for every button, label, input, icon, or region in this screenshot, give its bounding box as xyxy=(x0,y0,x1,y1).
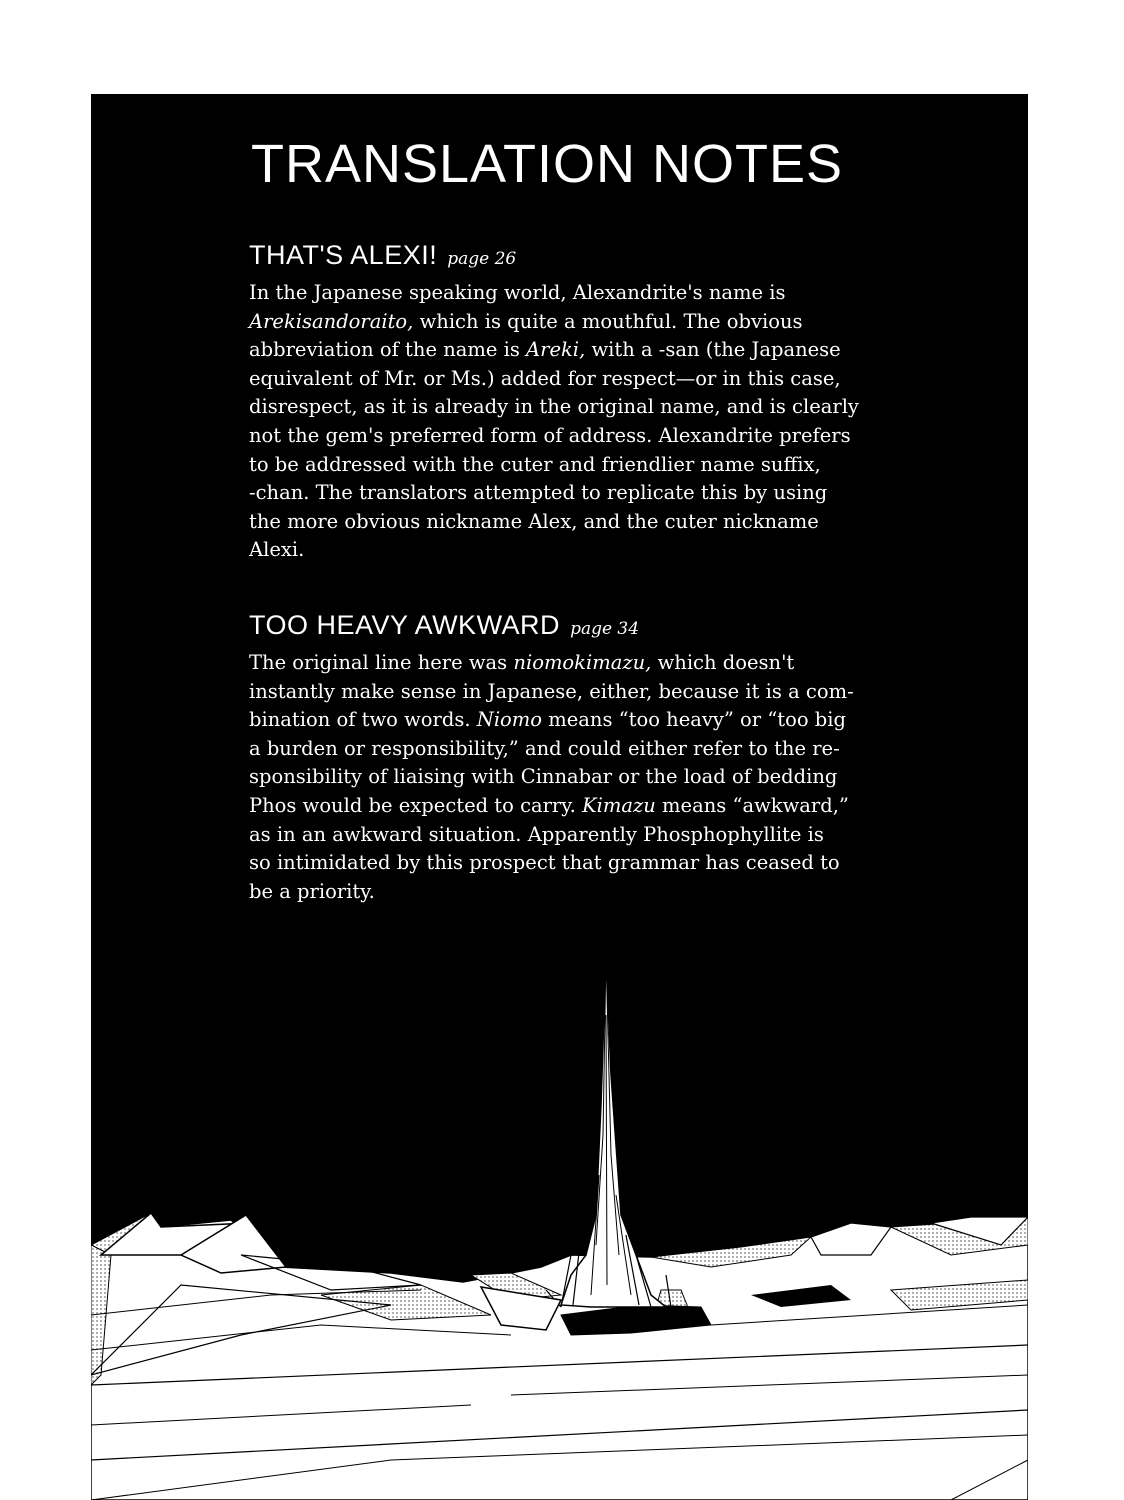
text-run: abbreviation of the name is xyxy=(249,338,527,362)
crystal-landscape-illustration xyxy=(91,955,1028,1500)
text-run: not the gem's preferred form of address. Alexandrite prefers xyxy=(249,423,851,447)
note-too-heavy-awkward xyxy=(249,610,889,906)
italic-term: Areki, xyxy=(526,338,586,362)
page-reference: page 34 xyxy=(570,619,640,639)
note-thats-alexi xyxy=(249,240,889,565)
text-run: which doesn't xyxy=(651,651,795,674)
italic-term: niomokimazu, xyxy=(513,651,652,674)
text-run: The original line here was xyxy=(249,651,514,674)
note-body xyxy=(249,279,889,565)
text-run: be a priority. xyxy=(249,879,375,903)
note-heading-text: THAT'S ALEXI! xyxy=(249,240,438,270)
page-title: TRANSLATION NOTES xyxy=(251,134,844,194)
note-body xyxy=(249,649,889,906)
text-run: the more obvious nickname Alex, and the cuter nickname xyxy=(249,509,819,533)
page-reference: page 26 xyxy=(447,249,517,269)
text-run: instantly make sense in Japanese, either, because it is a com- xyxy=(249,679,854,703)
italic-term: Niomo xyxy=(476,708,543,732)
text-run: equivalent of Mr. or Ms.) added for respect—or in this case, xyxy=(249,366,841,390)
text-run: means “too heavy” or “too big xyxy=(542,708,847,732)
italic-term: Arekisandoraito, xyxy=(249,309,414,333)
text-run: Phos would be expected to carry. xyxy=(249,793,583,817)
text-run: bination of two words. xyxy=(249,708,477,732)
text-run: disrespect, as it is already in the original name, and is clearly xyxy=(249,395,859,419)
text-run: sponsibility of liaising with Cinnabar or the load of bedding xyxy=(249,765,838,789)
text-run: so intimidated by this prospect that grammar has ceased to xyxy=(249,851,840,875)
text-run: Alexi. xyxy=(249,538,305,562)
text-run: as in an awkward situation. Apparently Phosphophyllite is xyxy=(249,822,824,846)
note-heading-text: TOO HEAVY AWKWARD xyxy=(249,610,561,640)
italic-term: Kimazu xyxy=(582,793,656,817)
note-heading xyxy=(249,240,889,271)
text-run: to be addressed with the cuter and friendlier name suffix, xyxy=(249,452,821,476)
text-run: with a -san (the Japanese xyxy=(585,338,841,362)
note-heading xyxy=(249,610,889,641)
text-run: a burden or responsibility,” and could either refer to the re- xyxy=(249,736,840,760)
text-run: which is quite a mouthful. The obvious xyxy=(413,309,803,333)
text-run: In the Japanese speaking world, Alexandrite's name is xyxy=(249,281,786,304)
text-run: means “awkward,” xyxy=(655,793,849,817)
text-run: -chan. The translators attempted to replicate this by using xyxy=(249,481,828,505)
